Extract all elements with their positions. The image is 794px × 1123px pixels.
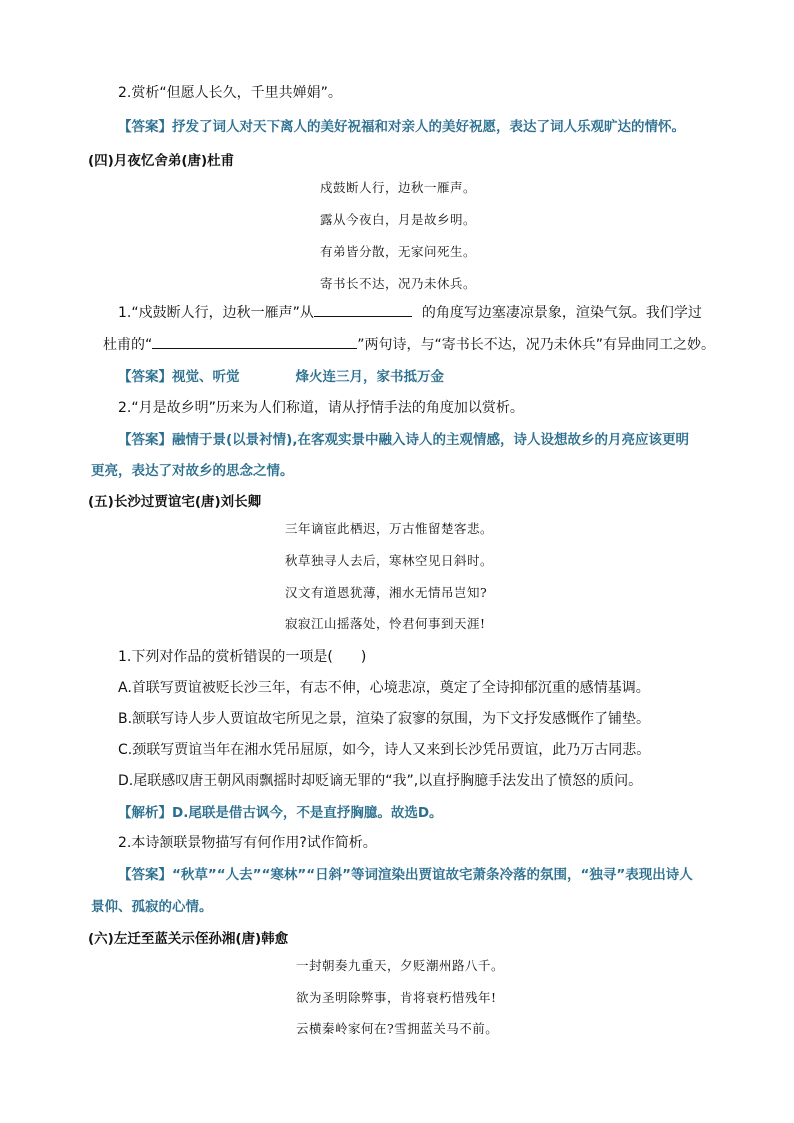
answer-5-2-line-2: 景仰、孤寂的心情。 [91, 899, 213, 915]
poem-4-line-2: 露从今夜白，月是故乡明。 [320, 212, 477, 227]
answer-4-1 [118, 365, 444, 385]
poem-4-line-1: 戍鼓断人行，边秋一雁声。 [320, 180, 477, 195]
question-4-1-cont [103, 334, 715, 354]
question-5-2: 2.本诗颔联景物描写有何作用?试作简析。 [118, 835, 377, 851]
analysis-5-1: 【解析】D.尾联是借古讽今，不是直抒胸臆。故选D。 [118, 805, 443, 821]
question-4-2: 2.“月是故乡明”历来为人们称道，请从抒情手法的角度加以赏析。 [118, 400, 524, 416]
answer-4-1-part-2: 烽火连三月，家书抵万金 [295, 369, 444, 385]
option-b: B.颔联写诗人步人贾谊故宅所见之景，渲染了寂寥的氛围，为下文抒发感慨作了铺垫。 [118, 711, 651, 727]
question-4-1-part-4: ”两句诗，与“寄书长不达，况乃未休兵”有异曲同工之妙。 [357, 337, 716, 353]
question-4-1-part-3: 杜甫的“ [103, 337, 153, 353]
poem-5-line-4: 寂寂江山摇落处，怜君何事到天涯! [285, 616, 486, 631]
answer-blank[interactable] [314, 304, 412, 317]
answer-5-2-line-1: 【答案】“秋草”“人去”“寒林”“日斜”等词渲染出贾谊故宅萧条冷落的氛围，“独寻”表现出诗人 [118, 867, 693, 883]
poem-4-line-3: 有弟皆分散，无家问死生。 [320, 244, 477, 259]
option-c: C.颈联写贾谊当年在湘水凭吊屈原，如今，诗人又来到长沙凭吊贾谊，此乃万古同悲。 [118, 742, 651, 758]
poem-6-line-1: 一封朝奏九重天，夕贬潮州路八千。 [296, 958, 505, 973]
answer-blank[interactable] [152, 336, 357, 349]
question-5-1: 1.下列对作品的赏析错误的一项是( ) [118, 649, 367, 665]
section-5-title: (五)长沙过贾谊宅(唐)刘长卿 [88, 494, 262, 510]
question-4-1-part-2: 的角度写边塞凄凉景象，渲染气氛。我们学过 [421, 305, 702, 321]
section-4-title: (四)月夜忆舍弟(唐)杜甫 [88, 153, 235, 169]
answer-ci-2: 【答案】抒发了词人对天下离人的美好祝福和对亲人的美好祝愿，表达了词人乐观旷达的情怀。 [118, 119, 685, 135]
answer-4-1-part-1: 【答案】视觉、听觉 [118, 369, 240, 385]
question-ci-2: 2.赏析“但愿人长久，千里共婵娟”。 [118, 85, 342, 101]
poem-6-line-2: 欲为圣明除弊事，肯将衰朽惜残年! [296, 990, 497, 1005]
question-4-1-part-1: 1.“戍鼓断人行，边秋一雁声”从 [118, 305, 314, 321]
question-4-1 [118, 302, 702, 322]
option-a: A.首联写贾谊被贬长沙三年，有志不伸，心境悲凉，奠定了全诗抑郁沉重的感情基调。 [118, 680, 650, 696]
answer-4-2-line-2: 更亮，表达了对故乡的思念之情。 [91, 463, 294, 479]
section-6-title: (六)左迁至蓝关示侄孙湘(唐)韩愈 [88, 931, 289, 947]
poem-6-line-3: 云横秦岭家何在?雪拥蓝关马不前。 [296, 1021, 499, 1036]
poem-5-line-3: 汉文有道恩犹薄，湘水无情吊岂知? [285, 585, 488, 600]
poem-4-line-4: 寄书长不达，况乃未休兵。 [320, 276, 477, 291]
answer-4-2-line-1: 【答案】融情于景(以景衬情),在客观实景中融入诗人的主观情感，诗人设想故乡的月亮应该更明 [118, 432, 689, 448]
poem-5-line-2: 秋草独寻人去后，寒林空见日斜时。 [285, 553, 494, 568]
poem-5-line-1: 三年谪宦此栖迟，万古惟留楚客悲。 [285, 521, 494, 536]
option-d: D.尾联感叹唐王朝风雨飘摇时却贬谪无罪的“我”,以直抒胸臆手法发出了愤怒的质问。 [118, 773, 643, 789]
